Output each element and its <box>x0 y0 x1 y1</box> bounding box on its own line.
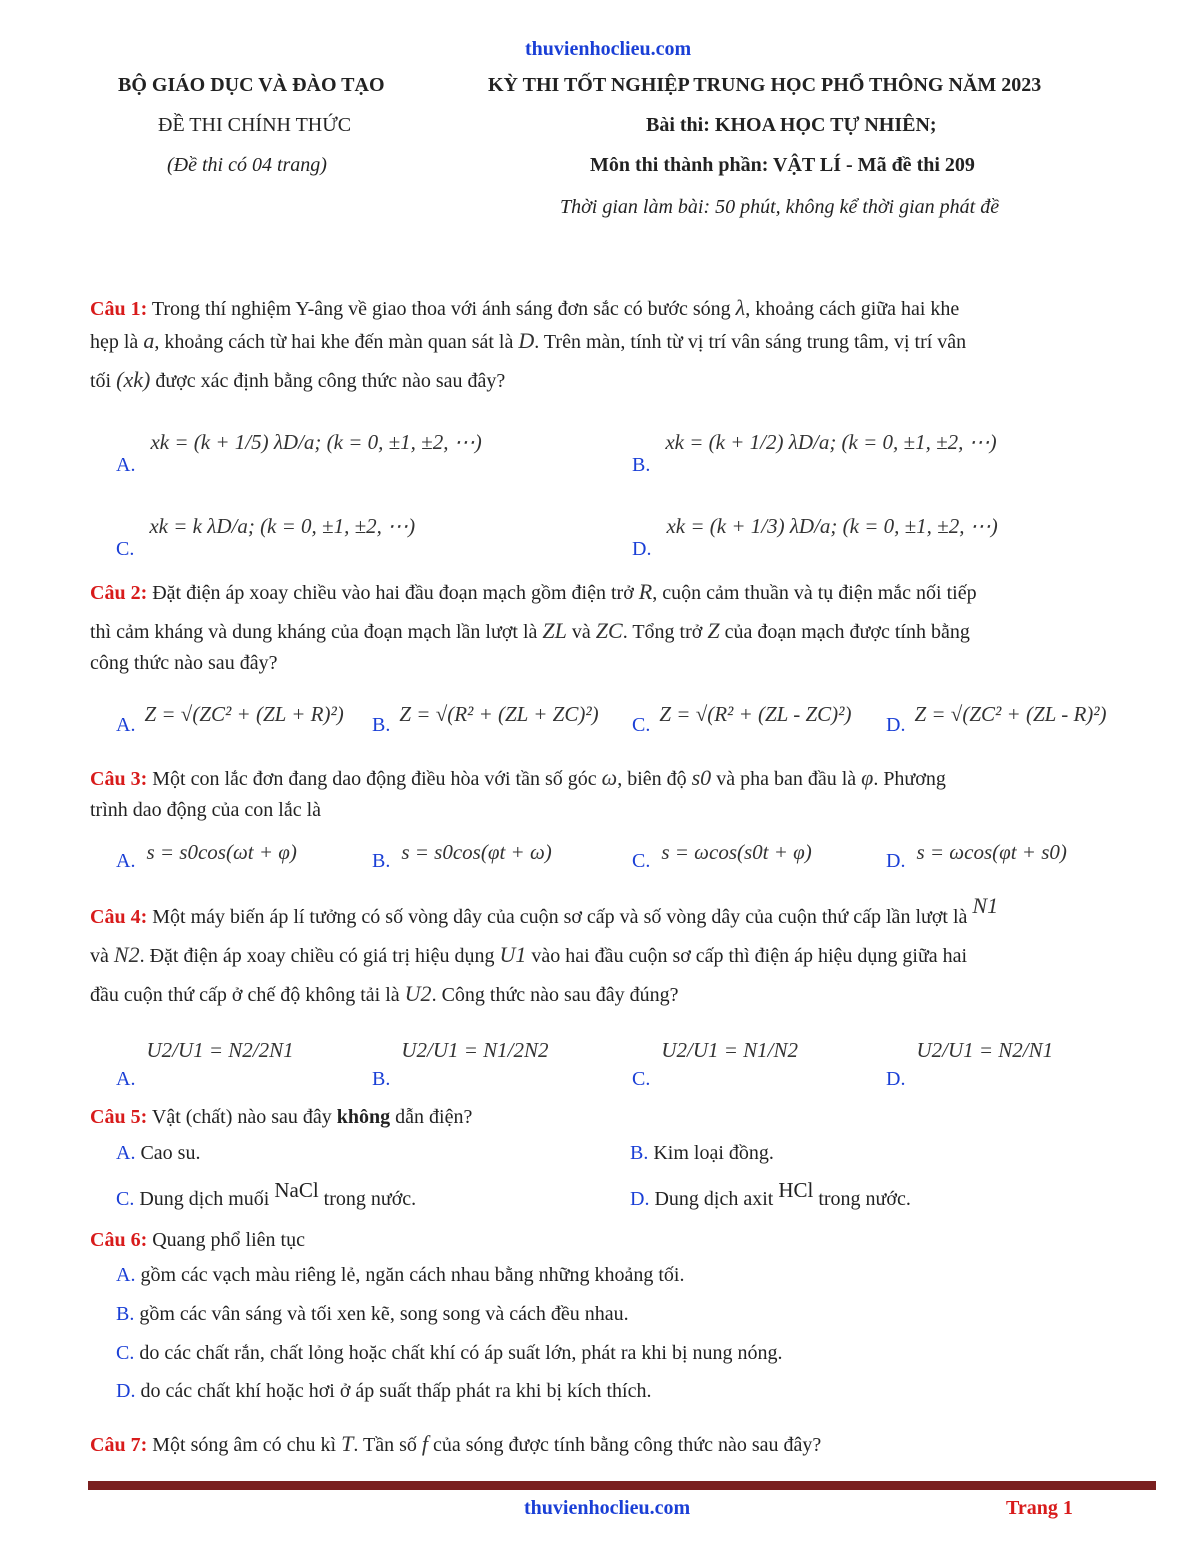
question-text: vào hai đầu cuộn sơ cấp thì điện áp hiệu dụng giữa hai <box>531 945 968 967</box>
question-text: được xác định bằng công thức nào sau đây? <box>155 370 506 392</box>
omega-symbol: ω <box>601 765 618 790</box>
chem-formula: NaCl <box>274 1178 319 1202</box>
a-symbol: a <box>143 328 155 353</box>
option-formula: xk = (k + 1/5) λD/a; (k = 0, ±1, ±2, ⋯) <box>150 430 482 454</box>
option-letter: B. <box>372 714 391 736</box>
ZC-symbol: ZC <box>595 618 623 643</box>
option-letter: C. <box>632 1068 651 1090</box>
option-letter: D. <box>886 1068 906 1090</box>
option-text: Dung dịch muối <box>139 1188 270 1210</box>
lambda-symbol: λ <box>735 295 746 320</box>
f-symbol: f <box>421 1431 428 1456</box>
option-text: Kim loại đồng. <box>653 1142 774 1164</box>
option-letter: C. <box>116 1188 135 1210</box>
option-letter: D. <box>632 538 652 560</box>
option-formula: Z = √(ZC² + (ZL - R)²) <box>914 702 1107 726</box>
question-text: dẫn điện? <box>395 1106 473 1128</box>
U2-symbol: U2 <box>404 981 432 1006</box>
option-letter: A. <box>116 454 136 476</box>
question-text: Một máy biến áp lí tưởng có số vòng dây của cuộn sơ cấp và số vòng dây của cuộn thứ cấp lần lượt là <box>152 906 968 928</box>
question-text: công thức nào sau đây? <box>90 652 278 674</box>
option-formula: Z = √(R² + (ZL + ZC)²) <box>399 702 599 726</box>
q4-option-d[interactable] <box>886 1038 1054 1091</box>
q6-option-c[interactable] <box>116 1342 783 1365</box>
question-text: , khoảng cách giữa hai khe <box>745 298 960 320</box>
option-text: Dung dịch axit <box>654 1188 774 1210</box>
option-text: do các chất khí hoặc hơi ở áp suất thấp phát ra khi bị kích thích. <box>140 1380 652 1402</box>
option-text: trong nước. <box>818 1188 911 1210</box>
option-text: do các chất rắn, chất lỏng hoặc chất khí có áp suất lớn, phát ra khi bị nung nóng. <box>139 1342 783 1364</box>
q1-option-c[interactable] <box>116 514 416 561</box>
q6-option-b[interactable] <box>116 1303 629 1326</box>
question-text: . Tổng trở <box>622 621 703 643</box>
question-text: , khoảng cách từ hai khe đến màn quan sát là <box>154 331 514 353</box>
option-letter: C. <box>116 1342 135 1364</box>
question-3 <box>90 762 1150 826</box>
question-7 <box>90 1428 1150 1461</box>
option-formula: s = ωcos(s0t + φ) <box>661 840 812 864</box>
option-formula: U2/U1 = N2/N1 <box>916 1038 1054 1062</box>
question-text: . Phương <box>873 768 946 790</box>
question-text: và <box>571 621 591 643</box>
q2-option-c[interactable] <box>632 702 852 737</box>
question-text: đầu cuộn thứ cấp ở chế độ không tải là <box>90 984 400 1006</box>
option-letter: D. <box>630 1188 650 1210</box>
question-text: , biên độ <box>617 768 687 790</box>
option-formula: xk = (k + 1/2) λD/a; (k = 0, ±1, ±2, ⋯) <box>665 430 997 454</box>
U1-symbol: U1 <box>499 942 527 967</box>
option-letter: D. <box>116 1380 136 1402</box>
option-formula: Z = √(ZC² + (ZL + R)²) <box>144 702 344 726</box>
q3-option-d[interactable] <box>886 840 1067 873</box>
question-text: Một sóng âm có chu kì <box>152 1434 337 1456</box>
ministry-name: BỘ GIÁO DỤC VÀ ĐÀO TẠO <box>118 74 385 96</box>
site-link-top[interactable]: thuvienhoclieu.com <box>525 38 692 60</box>
question-text: Đặt điện áp xoay chiều vào hai đầu đoạn mạch gồm điện trở <box>152 582 634 604</box>
question-label: Câu 6: <box>90 1229 148 1251</box>
option-letter: A. <box>116 714 136 736</box>
chem-formula: HCl <box>778 1178 814 1202</box>
q5-option-b[interactable] <box>630 1142 774 1165</box>
question-text: Vật (chất) nào sau đây <box>151 1106 332 1128</box>
phi-symbol: φ <box>861 765 874 790</box>
option-letter: A. <box>116 1142 136 1164</box>
question-text: và pha ban đầu là <box>716 768 857 790</box>
N1-symbol: N1 <box>972 893 999 918</box>
q2-option-a[interactable] <box>116 702 344 737</box>
q5-option-a[interactable] <box>116 1142 200 1165</box>
question-text: . Trên màn, tính từ vị trí vân sáng trung tâm, vị trí vân <box>534 331 967 353</box>
D-symbol: D <box>518 328 535 353</box>
question-text: trình dao động của con lắc là <box>90 799 322 821</box>
option-letter: B. <box>116 1303 135 1325</box>
option-text: gồm các vân sáng và tối xen kẽ, song song và cách đều nhau. <box>139 1303 629 1325</box>
question-label: Câu 1: <box>90 298 148 320</box>
option-letter: B. <box>372 1068 391 1090</box>
option-letter: A. <box>116 1068 136 1090</box>
question-label: Câu 5: <box>90 1106 148 1128</box>
question-text: tối <box>90 370 112 392</box>
option-letter: C. <box>116 538 135 560</box>
option-text: Cao su. <box>140 1142 201 1164</box>
q4-option-b[interactable] <box>372 1038 549 1091</box>
q5-option-d[interactable] <box>630 1178 911 1211</box>
option-letter: A. <box>116 1264 136 1286</box>
question-emphasis: không <box>336 1106 391 1128</box>
option-formula: xk = (k + 1/3) λD/a; (k = 0, ±1, ±2, ⋯) <box>666 514 998 538</box>
xk-symbol: (xk) <box>116 367 151 392</box>
q1-option-b[interactable] <box>632 430 997 477</box>
question-text: thì cảm kháng và dung kháng của đoạn mạch lần lượt là <box>90 621 538 643</box>
option-letter: B. <box>630 1142 649 1164</box>
question-6 <box>90 1225 1150 1256</box>
T-symbol: T <box>341 1431 354 1456</box>
option-letter: D. <box>886 714 906 736</box>
question-text: và <box>90 945 109 967</box>
question-label: Câu 7: <box>90 1434 148 1456</box>
q1-option-a[interactable] <box>116 430 482 477</box>
option-formula: Z = √(R² + (ZL - ZC)²) <box>659 702 852 726</box>
question-5 <box>90 1102 1150 1133</box>
question-1 <box>90 292 1150 397</box>
exam-title: KỲ THI TỐT NGHIỆP TRUNG HỌC PHỔ THÔNG NĂM 2023 <box>488 74 1042 96</box>
q5-option-c[interactable] <box>116 1178 417 1211</box>
N2-symbol: N2 <box>113 942 140 967</box>
footer-rule <box>88 1481 1156 1490</box>
q3-option-c[interactable] <box>632 840 812 873</box>
q3-option-a[interactable] <box>116 840 297 873</box>
q6-option-a[interactable] <box>116 1264 684 1287</box>
ZL-symbol: ZL <box>542 618 567 643</box>
option-formula: U2/U1 = N1/2N2 <box>401 1038 549 1062</box>
question-label: Câu 4: <box>90 906 148 928</box>
option-letter: B. <box>632 454 651 476</box>
Z-symbol: Z <box>707 618 720 643</box>
option-letter: A. <box>116 850 136 872</box>
q4-option-c[interactable] <box>632 1038 799 1091</box>
q4-option-a[interactable] <box>116 1038 294 1091</box>
option-letter: B. <box>372 850 391 872</box>
question-text: hẹp là <box>90 331 139 353</box>
exam-subject: Bài thi: KHOA HỌC TỰ NHIÊN; <box>646 114 937 136</box>
option-formula: s = ωcos(φt + s0) <box>916 840 1067 864</box>
option-formula: U2/U1 = N1/N2 <box>661 1038 799 1062</box>
pages-note: (Đề thi có 04 trang) <box>167 154 327 176</box>
exam-time: Thời gian làm bài: 50 phút, không kể thời gian phát đề <box>560 196 1000 218</box>
site-link-footer[interactable]: thuvienhoclieu.com <box>524 1497 691 1519</box>
option-text: gồm các vạch màu riêng lẻ, ngăn cách nhau bằng những khoảng tối. <box>140 1264 685 1286</box>
q6-option-d[interactable] <box>116 1380 651 1403</box>
question-text: . Tần số <box>353 1434 417 1456</box>
question-text: Trong thí nghiệm Y-âng về giao thoa với ánh sáng đơn sắc có bước sóng <box>151 298 731 320</box>
question-text: Quang phổ liên tục <box>152 1229 305 1251</box>
question-text: , cuộn cảm thuần và tụ điện mắc nối tiếp <box>652 582 977 604</box>
question-text: của sóng được tính bằng công thức nào sau đây? <box>433 1434 822 1456</box>
question-4 <box>90 893 1150 1011</box>
official-label: ĐỀ THI CHÍNH THỨC <box>158 114 352 136</box>
question-text: . Đặt điện áp xoay chiều có giá trị hiệu dụng <box>139 945 495 967</box>
question-label: Câu 3: <box>90 768 148 790</box>
option-formula: s = s0cos(ωt + φ) <box>146 840 297 864</box>
option-letter: C. <box>632 850 651 872</box>
question-text: Một con lắc đơn đang dao động điều hòa với tần số góc <box>152 768 597 790</box>
question-2 <box>90 576 1150 679</box>
option-formula: xk = k λD/a; (k = 0, ±1, ±2, ⋯) <box>149 514 416 538</box>
option-letter: D. <box>886 850 906 872</box>
question-text: . Công thức nào sau đây đúng? <box>431 984 679 1006</box>
exam-component: Môn thi thành phần: VẬT LÍ - Mã đề thi 209 <box>590 154 975 176</box>
option-formula: s = s0cos(φt + ω) <box>401 840 552 864</box>
q2-option-b[interactable] <box>372 702 599 737</box>
option-formula: U2/U1 = N2/2N1 <box>146 1038 294 1062</box>
s0-symbol: s0 <box>691 765 712 790</box>
option-text: trong nước. <box>323 1188 417 1210</box>
question-label: Câu 2: <box>90 582 148 604</box>
option-letter: C. <box>632 714 651 736</box>
R-symbol: R <box>638 579 653 604</box>
q3-option-b[interactable] <box>372 840 552 873</box>
question-text: của đoạn mạch được tính bằng <box>724 621 970 643</box>
q2-option-d[interactable] <box>886 702 1107 737</box>
page-number: Trang 1 <box>1006 1497 1073 1519</box>
q1-option-d[interactable] <box>632 514 998 561</box>
